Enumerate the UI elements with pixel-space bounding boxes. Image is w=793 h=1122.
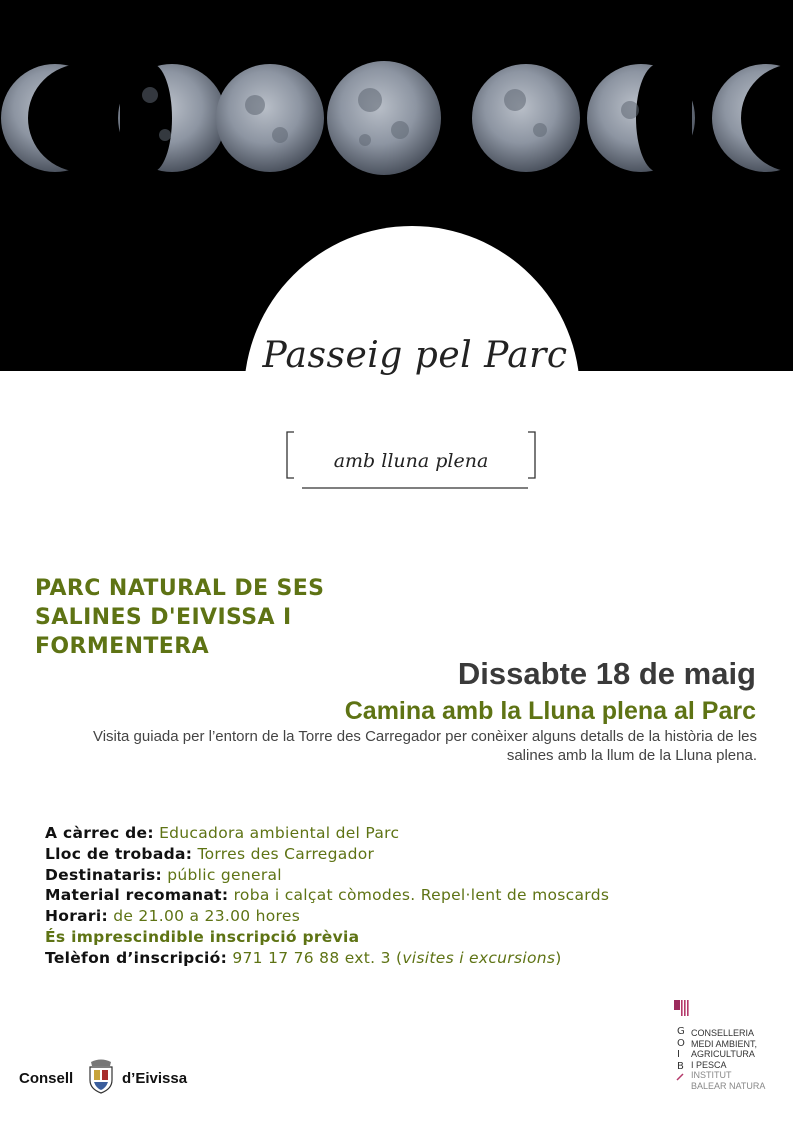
detail-label: Destinataris:: [45, 865, 162, 884]
detail-value: Torres des Carregador: [197, 844, 375, 863]
detail-label: Telèfon d’inscripció:: [45, 948, 228, 967]
detail-material: [45, 885, 609, 906]
event-description: Visita guiada per l’entorn de la Torre des Carregador per conèixer alguns detalls de la història de les salines amb la llum de la Lluna plena.: [92, 728, 757, 764]
goib-letter: B: [677, 1060, 684, 1072]
detail-label: A càrrec de:: [45, 824, 154, 842]
phone-number: 971 17 76 88 ext. 3 (: [232, 948, 403, 967]
detail-value: públic general: [167, 865, 282, 884]
shield-emblem-icon: [86, 1058, 116, 1094]
detail-label: Lloc de trobada:: [45, 844, 193, 863]
event-headline: Camina amb la Lluna plena al Parc: [344, 697, 756, 725]
logo-text: Consell: [19, 1070, 74, 1087]
detail-charge: [45, 823, 609, 844]
detail-value: de 21.00 a 23.00 hores: [113, 907, 301, 926]
detail-value: roba i calçat còmodes. Repel·lent de moscards: [233, 886, 610, 905]
logo-line: MEDI AMBIENT,: [691, 1038, 758, 1049]
park-name: PARC NATURAL DE SES SALINES D'EIVISSA I FORMENTERA: [35, 576, 325, 659]
detail-label: Horari:: [45, 907, 108, 926]
event-series-title: Passeig pel Parc: [262, 335, 568, 376]
conselleria-text: [691, 1028, 765, 1092]
detail-registration-note: [45, 927, 609, 948]
detail-audience: [45, 865, 609, 886]
event-date: Dissabte 18 de maig: [457, 656, 756, 691]
event-series-subtitle: amb lluna plena: [333, 450, 489, 472]
detail-value: Educadora ambiental del Parc: [159, 824, 400, 842]
goib-letter: G: [677, 1026, 685, 1037]
goib-letter: O: [677, 1037, 685, 1049]
event-details: [45, 823, 609, 969]
logo-text: d’Eivissa: [122, 1070, 188, 1087]
registration-note: És imprescindible inscripció prèvia: [45, 927, 360, 946]
logo-line: CONSELLERIA: [691, 1028, 755, 1038]
title-circle: [244, 226, 580, 562]
detail-label: Material recomanat:: [45, 886, 229, 905]
logo-line: BALEAR NATURA: [691, 1080, 766, 1091]
logo-line: INSTITUT: [691, 1070, 732, 1081]
goib-logo: [672, 1000, 782, 1100]
phone-note: visites i excursions: [402, 948, 556, 967]
goib-letter: I: [677, 1049, 680, 1060]
detail-schedule: [45, 906, 609, 927]
detail-meeting-point: [45, 844, 609, 865]
logo-line: AGRICULTURA: [691, 1049, 755, 1060]
detail-phone: [45, 948, 609, 969]
slash-mark-icon: [676, 1073, 684, 1081]
balearic-flag-icon: [674, 1000, 690, 1022]
phone-close: ): [555, 948, 562, 967]
logo-line: I PESCA: [691, 1059, 727, 1070]
goib-letters: [677, 1026, 687, 1072]
